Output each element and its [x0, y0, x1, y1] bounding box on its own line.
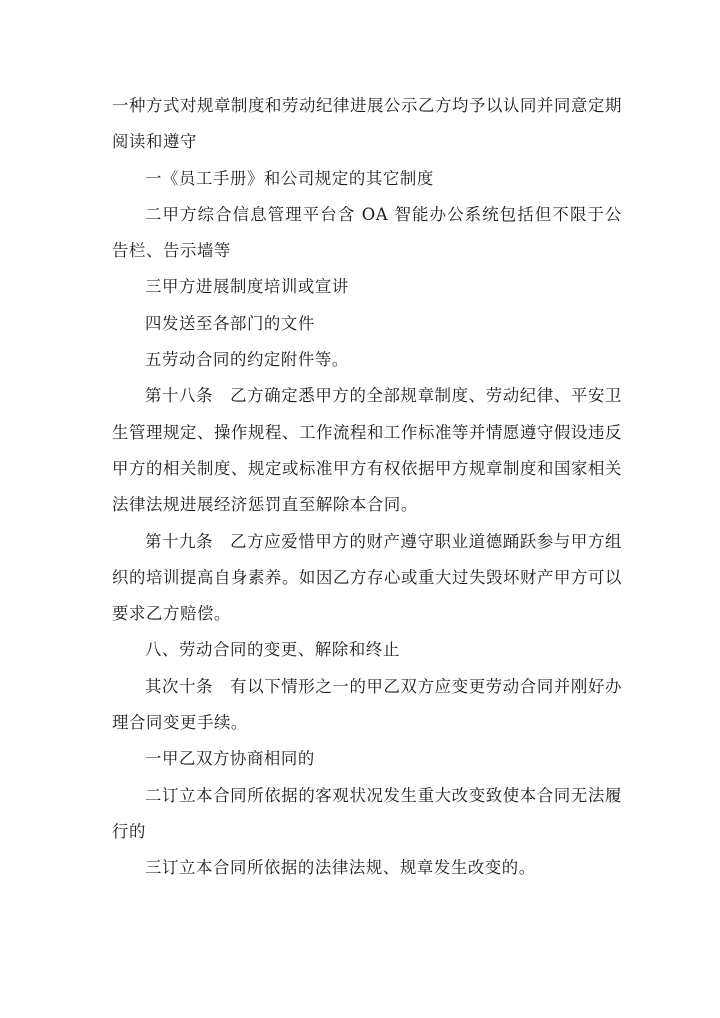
paragraph-item-objective-change: 二订立本合同所依据的客观状况发生重大改变致使本合同无法履行的	[112, 785, 622, 841]
paragraph-item-contract-attachments: 五劳动合同的约定附件等。	[145, 350, 349, 370]
paragraph-item-department-files: 四发送至各部门的文件	[145, 313, 315, 333]
paragraph-publicity-statement: 一种方式对规章制度和劳动纪律进展公示乙方均予以认同并同意定期阅读和遵守	[112, 96, 622, 152]
document-body	[112, 88, 622, 887]
paragraph-item-employee-handbook: 一《员工手册》和公司规定的其它制度	[145, 168, 434, 188]
paragraph-item-mutual-agreement: 一甲乙双方协商相同的	[145, 749, 315, 769]
section-heading-contract-change: 八、劳动合同的变更、解除和终止	[145, 640, 400, 660]
paragraph-item-law-change: 三订立本合同所依据的法律法规、规章发生改变的。	[145, 858, 536, 878]
paragraph-article-19: 第十九条 乙方应爱惜甲方的财产遵守职业道德踊跃参与甲方组织的培训提高自身素养。如因乙方存心或重大过失毁坏财产甲方可以要求乙方赔偿。	[112, 531, 622, 624]
paragraph-item-training: 三甲方进展制度培训或宣讲	[145, 277, 349, 297]
paragraph-article-18: 第十八条 乙方确定悉甲方的全部规章制度、劳动纪律、平安卫生管理规定、操作规程、工作流程和工作标准等并情愿遵守假设违反甲方的相关制度、规定或标准甲方有权依据甲方规章制度和国家相关法律法规进展经济惩罚直至解除本合同。	[112, 386, 622, 515]
paragraph-article-20: 其次十条 有以下情形之一的甲乙双方应变更劳动合同并刚好办理合同变更手续。	[112, 676, 622, 733]
paragraph-item-info-platform: 二甲方综合信息管理平台含 OA 智能办公系统包括但不限于公告栏、告示墙等	[112, 204, 622, 261]
